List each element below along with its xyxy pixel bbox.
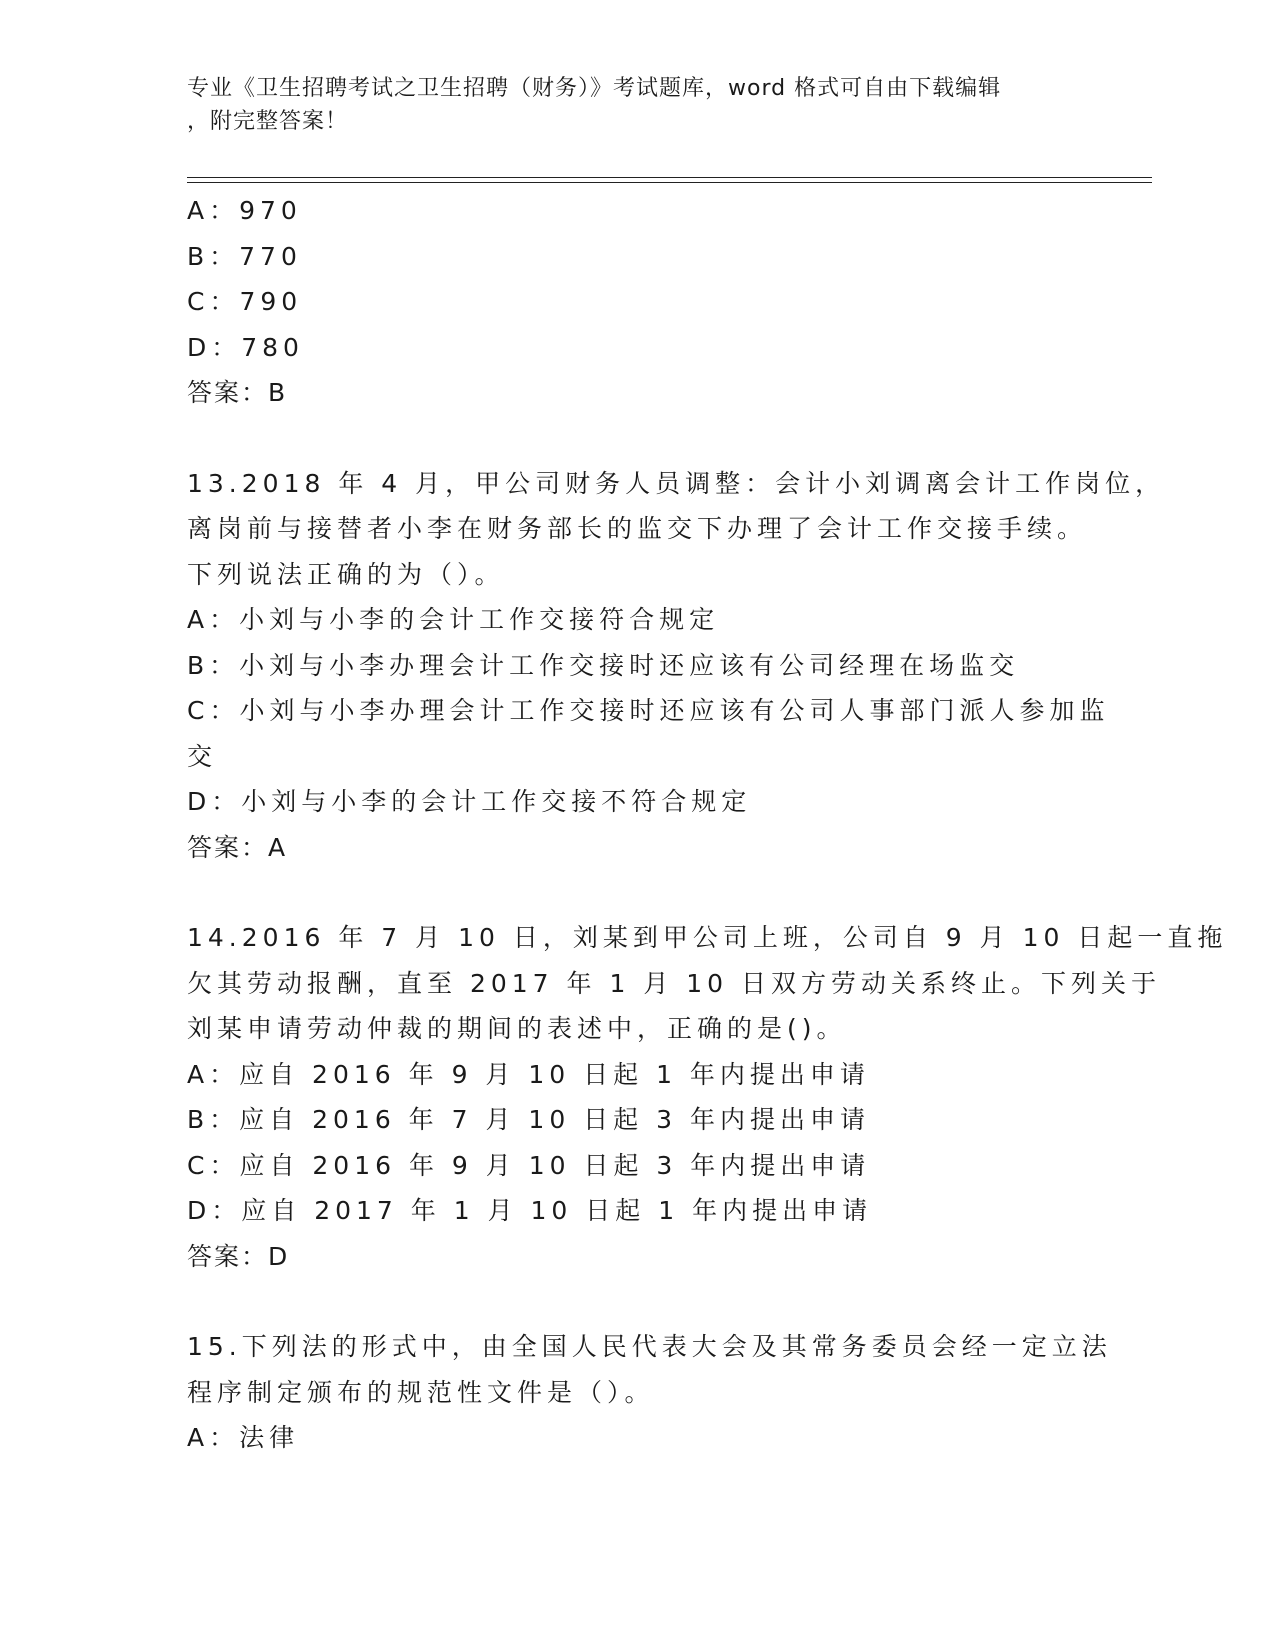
answer-line: 答案：B [187, 378, 288, 407]
option-c: C：790 [187, 287, 303, 316]
answer-line: 答案：A [187, 832, 288, 862]
option-a: A：法律 [187, 1423, 300, 1452]
answer-line: 答案：D [187, 1241, 290, 1271]
question-stem-line: 欠其劳动报酬，直至 2017 年 1 月 10 日双方劳动关系终止。下列关于 [187, 968, 1162, 998]
page-header [187, 72, 1087, 138]
option-d: D：780 [187, 332, 304, 362]
option-b: B：小刘与小李办理会计工作交接时还应该有公司经理在场监交 [187, 650, 1020, 680]
option-a: A：970 [187, 196, 302, 225]
question-stem-line: 14.2016 年 7 月 10 日，刘某到甲公司上班，公司自 9 月 10 日起一直拖 [187, 923, 1228, 952]
header-divider [187, 177, 1152, 183]
question-stem-line: 15.下列法的形式中，由全国人民代表大会及其常务委员会经一定立法 [187, 1332, 1112, 1361]
question-stem-line: 程序制定颁布的规范性文件是（）。 [187, 1377, 655, 1407]
option-c: C：应自 2016 年 9 月 10 日起 3 年内提出申请 [187, 1150, 871, 1180]
question-stem-line: 下列说法正确的为（）。 [187, 559, 505, 589]
option-c: C：小刘与小李办理会计工作交接时还应该有公司人事部门派人参加监 [187, 696, 1110, 725]
option-d: D：应自 2017 年 1 月 10 日起 1 年内提出申请 [187, 1196, 873, 1225]
option-b: B：应自 2016 年 7 月 10 日起 3 年内提出申请 [187, 1105, 870, 1134]
question-stem-line: 刘某申请劳动仲裁的期间的表述中，正确的是()。 [187, 1014, 847, 1043]
question-stem-line: 13.2018 年 4 月，甲公司财务人员调整：会计小刘调离会计工作岗位， [187, 468, 1166, 498]
option-a: A：应自 2016 年 9 月 10 日起 1 年内提出申请 [187, 1059, 870, 1089]
option-d: D：小刘与小李的会计工作交接不符合规定 [187, 787, 752, 816]
header-line-2: ，附完整答案！ [187, 109, 349, 134]
question-13 [187, 461, 1166, 871]
question-15 [187, 1324, 1112, 1461]
document-body [187, 188, 1228, 1461]
question-12-tail [187, 188, 1097, 416]
question-stem-line: 离岗前与接替者小李在财务部长的监交下办理了会计工作交接手续。 [187, 514, 1088, 543]
header-line-1: 专业《卫生招聘考试之卫生招聘（财务）》考试题库，word 格式可自由下载编辑 [187, 76, 1002, 101]
option-b: B：770 [187, 241, 302, 271]
option-c-continued: 交 [187, 741, 218, 771]
option-a: A：小刘与小李的会计工作交接符合规定 [187, 605, 720, 634]
question-14 [187, 915, 1228, 1279]
